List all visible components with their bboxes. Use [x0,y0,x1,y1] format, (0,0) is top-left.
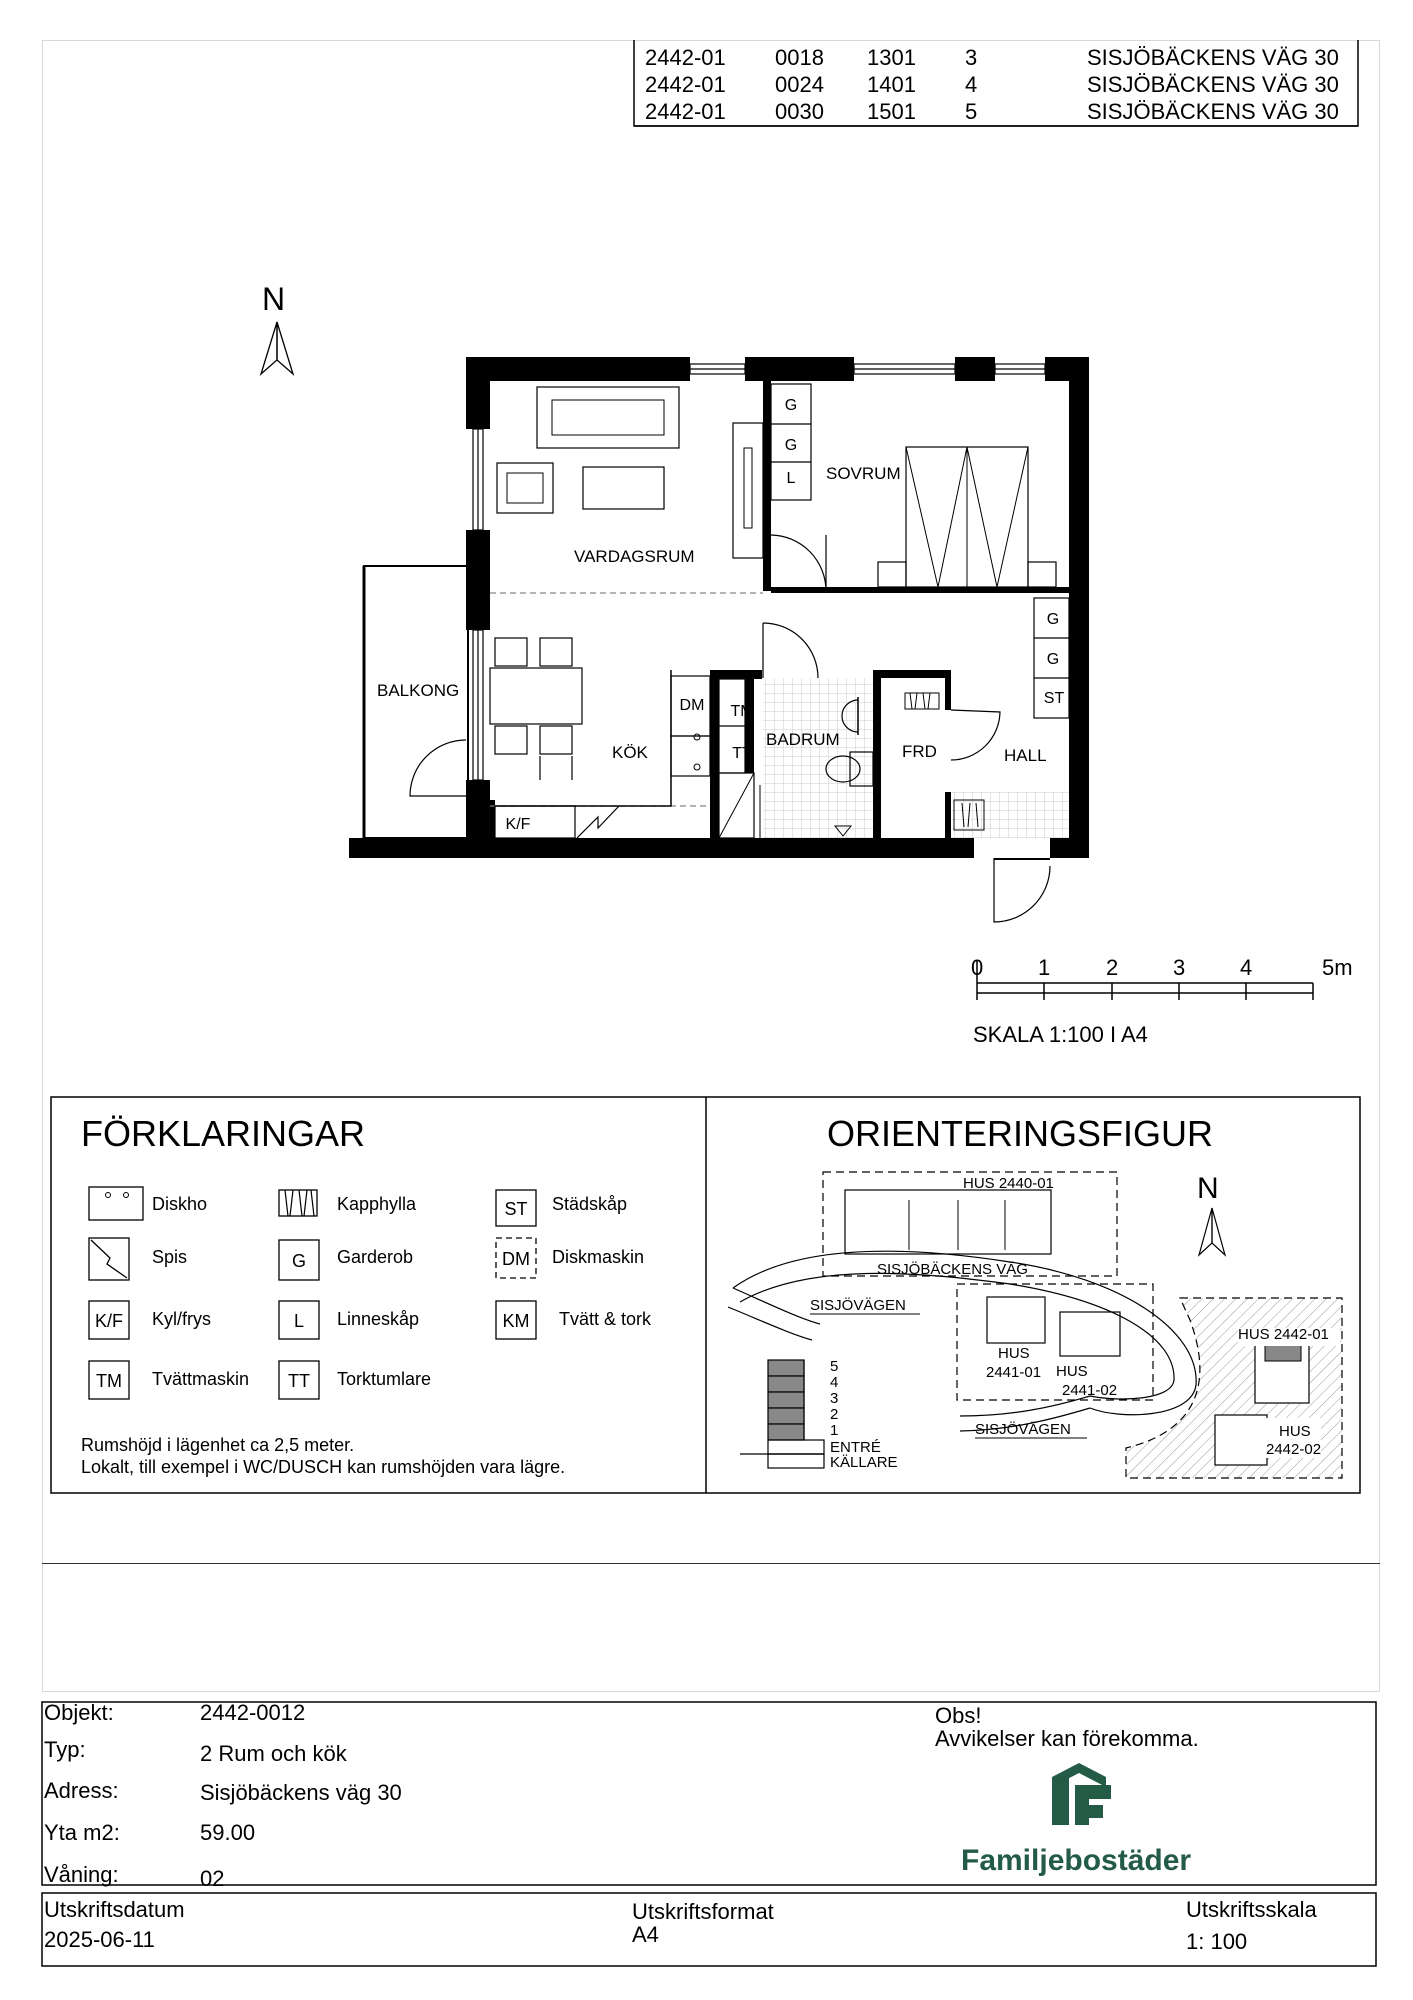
fixture-dm: DM [679,697,705,714]
legend-note-2: Lokalt, till exempel i WC/DUSCH kan rumshöjden vara lägre. [81,1457,566,1477]
legend-symbol-l: L [293,1311,305,1331]
apartment-table [634,40,1358,126]
orientation-figure [728,1113,1342,1478]
room-label-kok: KÖK [612,743,648,762]
info-objekt-label: Objekt: [44,1700,114,1725]
info-adress-value: Sisjöbäckens väg 30 [200,1780,402,1805]
scale-label: SKALA 1:100 I A4 [973,1022,1148,1047]
orientation-north-label: N [1197,1172,1219,1205]
orientation-title: ORIENTERINGSFIGUR [827,1113,1214,1154]
floor-label-1: 1 [830,1422,839,1439]
legend-label-linneskap: Linneskåp [337,1309,420,1329]
room-label-balkong: BALKONG [377,681,460,700]
legend-label-tvatt-tork: Tvätt & tork [559,1309,652,1329]
legend-label-kapphylla: Kapphylla [337,1194,417,1214]
label-hus-2441-02-b: 2441-02 [1062,1382,1118,1399]
table-row-2-nr: 0024 [775,72,824,97]
obs-title: Obs! [935,1703,982,1728]
legend-symbol-g: G [291,1251,307,1271]
fixture-st: ST [1043,690,1065,707]
scale-tick-4: 4 [1240,955,1253,980]
info-adress-label: Adress: [44,1778,119,1803]
fixture-g-4: G [1046,651,1060,668]
info-yta-value: 59.00 [200,1820,256,1845]
legend-label-garderob: Garderob [337,1247,414,1267]
room-label-vardagsrum: VARDAGSRUM [574,547,695,566]
room-label-badrum: BADRUM [766,730,840,749]
table-row-3-lgh: 1501 [867,99,916,124]
info-vaning-value: 02 [200,1866,225,1891]
label-sisjovagen-bottom: SISJÖVÄGEN [975,1421,1071,1438]
table-row-2-hus: 2442-01 [645,72,726,97]
scale-tick-2: 2 [1106,955,1119,980]
scale-tick-0: 0 [971,955,984,980]
legend-label-diskho: Diskho [152,1194,208,1214]
label-hus-2441-02-a: HUS [1056,1363,1088,1380]
print-date-label: Utskriftsdatum [44,1897,185,1922]
balcony-outline [364,566,468,838]
legend-label-diskmaskin: Diskmaskin [552,1247,645,1267]
label-sisjovagen-top: SISJÖVÄGEN [810,1297,906,1314]
legend [81,1113,652,1477]
print-format-value: A4 [632,1922,659,1947]
floor-stack [740,1360,824,1468]
floor-plan [349,357,1089,922]
floor-label-3: 3 [830,1390,839,1407]
legend-label-kylfrys: Kyl/frys [152,1309,212,1329]
scale-tick-5: 5m [1322,955,1353,980]
print-scale-label: Utskriftsskala [1186,1897,1317,1922]
table-row-1-address: SISJÖBÄCKENS VÄG 30 [1087,45,1339,70]
info-vaning-label: Våning: [44,1862,119,1887]
legend-symbol-dm: DM [502,1249,530,1269]
brand-name: Familjebostäder [961,1844,1192,1877]
orientation-north-icon [1199,1208,1212,1255]
legend-symbol-tm: TM [96,1371,122,1391]
info-typ-label: Typ: [44,1737,86,1762]
label-hus-2442-02-b: 2442-02 [1266,1441,1322,1458]
info-objekt-value: 2442-0012 [200,1700,306,1725]
print-date-value: 2025-06-11 [44,1927,155,1952]
fixture-l: L [786,470,796,487]
fixture-g-3: G [1046,611,1060,628]
floor-label-5: 5 [830,1358,839,1375]
windows [473,364,1045,780]
label-hus-2440-01: HUS 2440-01 [963,1175,1054,1192]
legend-symbol-tt: TT [288,1371,310,1391]
floor-label-2: 2 [830,1406,839,1423]
room-label-frd: FRD [902,742,937,761]
legend-note-1: Rumshöjd i lägenhet ca 2,5 meter. [81,1435,355,1455]
legend-label-tvattmaskin: Tvättmaskin [152,1369,250,1389]
sink-icon [89,1187,143,1220]
label-road: SISJÖBÄCKENS VÄG [877,1261,1028,1278]
north-arrow-icon [261,322,277,374]
fixture-g-2: G [784,437,798,454]
scale-tick-3: 3 [1173,955,1186,980]
brand-logo-icon [1052,1763,1111,1825]
room-label-sovrum: SOVRUM [826,464,901,483]
floor-label-kallare: KÄLLARE [830,1454,898,1471]
legend-symbol-km: KM [502,1311,530,1331]
label-hus-2441-01-b: 2441-01 [986,1364,1042,1381]
north-label: N [262,281,286,317]
legend-title: FÖRKLARINGAR [81,1113,366,1154]
floor-label-4: 4 [830,1374,839,1391]
print-block [44,1897,1318,1954]
table-row-2-address: SISJÖBÄCKENS VÄG 30 [1087,72,1339,97]
table-row-3-floor: 5 [965,99,978,124]
fixture-kf: K/F [505,816,531,833]
scale-tick-1: 1 [1038,955,1051,980]
north-arrow [261,281,293,374]
legend-label-torktumlare: Torktumlare [337,1369,432,1389]
info-typ-value: 2 Rum och kök [200,1741,347,1766]
scale-bar [971,955,1353,1047]
label-hus-2442-01: HUS 2442-01 [1238,1326,1329,1343]
table-row-3-nr: 0030 [775,99,824,124]
table-row-3-address: SISJÖBÄCKENS VÄG 30 [1087,99,1339,124]
table-row-1-hus: 2442-01 [645,45,726,70]
legend-symbol-st: ST [504,1199,528,1219]
table-row-3-hus: 2442-01 [645,99,726,124]
table-row-2-floor: 4 [965,72,978,97]
floor-label-entre: ENTRÉ [830,1439,881,1456]
label-hus-2441-01-a: HUS [998,1345,1030,1362]
legend-symbol-kf: K/F [94,1311,124,1331]
table-row-1-lgh: 1301 [867,45,916,70]
fixture-g-1: G [784,397,798,414]
table-row-1-floor: 3 [965,45,978,70]
info-yta-label: Yta m2: [44,1820,120,1845]
label-hus-2442-02-a: HUS [1279,1423,1311,1440]
print-scale-value: 1: 100 [1186,1929,1248,1954]
legend-label-spis: Spis [152,1247,188,1267]
room-label-hall: HALL [1004,746,1047,765]
print-format-label: Utskriftsformat [632,1899,774,1924]
fixture-tm: TM [730,703,754,720]
fixture-tt: TT [732,745,752,762]
table-row-1-nr: 0018 [775,45,824,70]
obs-text: Avvikelser kan förekomma. [935,1726,1199,1751]
legend-label-stadskap: Städskåp [552,1194,628,1214]
table-row-2-lgh: 1401 [867,72,916,97]
